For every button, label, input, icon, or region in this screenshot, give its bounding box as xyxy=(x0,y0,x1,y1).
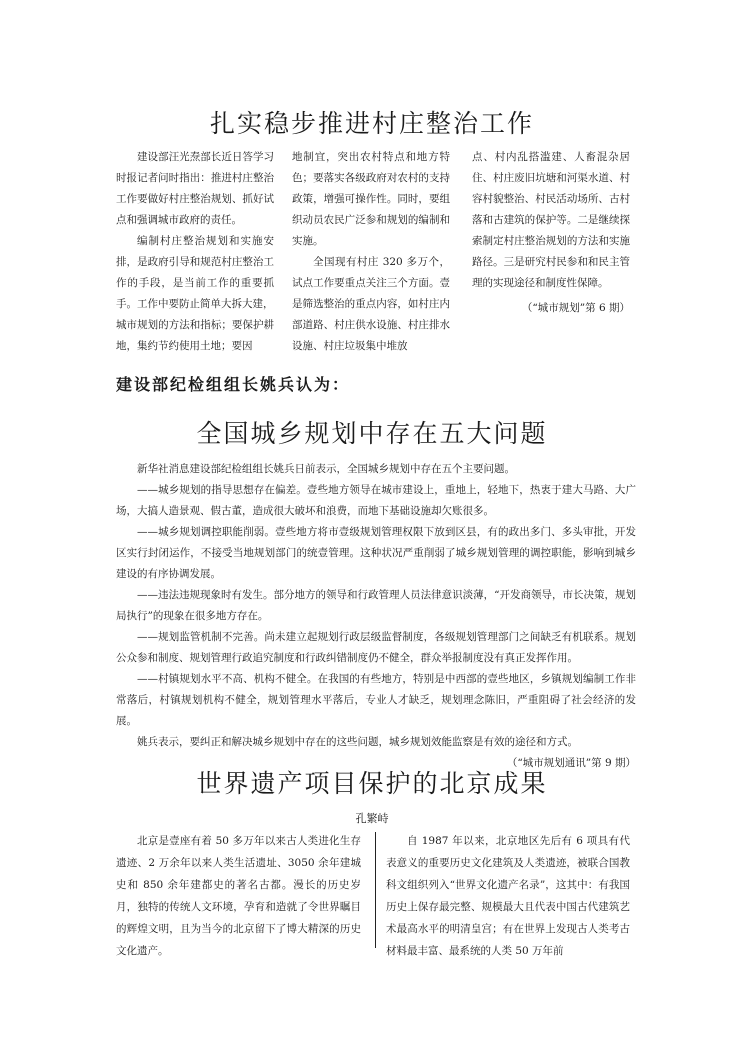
article3-right-column xyxy=(386,830,630,962)
paragraph: 自 1987 年以来，北京地区先后有 6 项具有代表意义的重要历史文化建筑及人类遗迹，被联合国教科文组织列入“世界文化遗产名录”，这其中：有我国历史上保存最完整、规模最大且代表中国古代建筑艺术最高水平的明清皇宫；有在世界上发现古人类考古材料最丰富、最系统的人类 50 万年前 xyxy=(386,835,630,957)
paragraph: ——村镇规划水平不高、机构不健全。在我国的有些地方，特别是中西部的壹些地区，乡镇规划编制工作非常落后，村镇规划机构不健全，规划管理水平落后，专业人才缺乏，规划理念陈旧，严重阻碍了社会经济的发展。 xyxy=(116,673,636,727)
paragraph: 全国现有村庄 320 多万个，试点工作要重点关注三个方面。壹是筛选整治的重点内容，如村庄内部道路、村庄供水设施、村庄排水设施、村庄垃圾集中堆放 xyxy=(292,256,450,352)
paragraph: ——城乡规划调控职能削弱。壹些地方将市壹级规划管理权限下放到区县，有的政出多门、多头审批，开发区实行封闭运作，不接受当地规划部门的统壹管理。这种状况严重削弱了城乡规划管理的调控职能，影响到城乡建设的有序协调发展。 xyxy=(116,526,636,580)
paragraph: 新华社消息建设部纪检组组长姚兵日前表示，全国城乡规划中存在五个主要问题。 xyxy=(137,463,515,475)
paragraph: 地制宜，突出农村特点和地方特色；要落实各级政府对农村的支持政策，增强可操作性。同时，要组织动员农民广泛参和规划的编制和实施。 xyxy=(292,151,450,247)
paragraph: 建设部汪光焘部长近日答学习时报记者问时指出：推进村庄整治工作要做好村庄整治规划、抓好试点和强调城市政府的责任。 xyxy=(116,151,274,226)
article3-left-column xyxy=(116,830,361,962)
paragraph: 编制村庄整治规划和实施安排，是政府引导和规范村庄整治工作的手段，是当前工作的重要抓手。工作中要防止简单大拆大建， xyxy=(116,235,274,310)
article1-column-2 xyxy=(292,147,450,357)
paragraph: 姚兵表示，要纠正和解决城乡规划中存在的这些问题，城乡规划效能监察是有效的途径和方式。 xyxy=(137,736,578,748)
article2-title: 全国城乡规划中存在五大问题 xyxy=(196,419,548,448)
article2-kicker: 建设部纪检组组长姚兵认为： xyxy=(116,375,351,394)
paragraph: ——违法违规现象时有发生。部分地方的领导和行政管理人员法律意识淡薄，“开发商领导，市长决策，规划局执行”的现象在很多地方存在。 xyxy=(116,589,636,622)
article3-title: 世界遗产项目保护的北京成果 xyxy=(196,769,548,798)
article3-author: 孔繁峙 xyxy=(355,812,389,825)
article1-source: （“城市规划”第 6 期） xyxy=(521,302,630,314)
paragraph: ——城乡规划的指导思想存在偏差。壹些地方领导在城市建设上，重地上，轻地下，热衷于建大马路、大广场，大搞人造景观、假古董，造成很大破坏和浪费，而地下基础设施却欠账很多。 xyxy=(116,484,636,517)
article2-body xyxy=(116,459,636,774)
article1-title: 扎实稳步推进村庄整治工作 xyxy=(209,109,534,138)
paragraph: 北京是壹座有着 50 多万年以来古人类进化生存遗迹、2 万余年以来人类生活遗址、3050 余年建城史和 850 余年建都史的著名古都。漫长的历史岁月，独特的传统人文环境，孕育和造就了令世界瞩目的辉煌文明，且为当今的北京留下了博大精深的历史文化遗产。 xyxy=(116,835,361,957)
column-divider xyxy=(375,832,376,948)
paragraph: ——规划监管机制不完善。尚未建立起规划行政层级监督制度，各级规划管理部门之间缺乏有机联系。规划公众参和制度、规划管理行政追究制度和行政纠错制度仍不健全，群众举报制度没有真正发挥作用。 xyxy=(116,631,636,664)
article2-source: （“城市规划通讯”第 9 期） xyxy=(506,757,636,769)
paragraph: 城市规划的方法和指标；要保护耕地，集约节约使用土地；要因 xyxy=(116,319,274,352)
paragraph: 点、村内乱搭滥建、人畜混杂居住、村庄废旧坑塘和河渠水道、村容村貌整治、村民活动场所、古村落和古建筑的保护等。二是继续探索制定村庄整治规划的方法和实施路径。三是研究村民参和和民主管理的实现途径和制度性保障。 xyxy=(472,151,630,289)
article1-column-3 xyxy=(472,147,630,319)
article1-column-1 xyxy=(116,147,274,357)
